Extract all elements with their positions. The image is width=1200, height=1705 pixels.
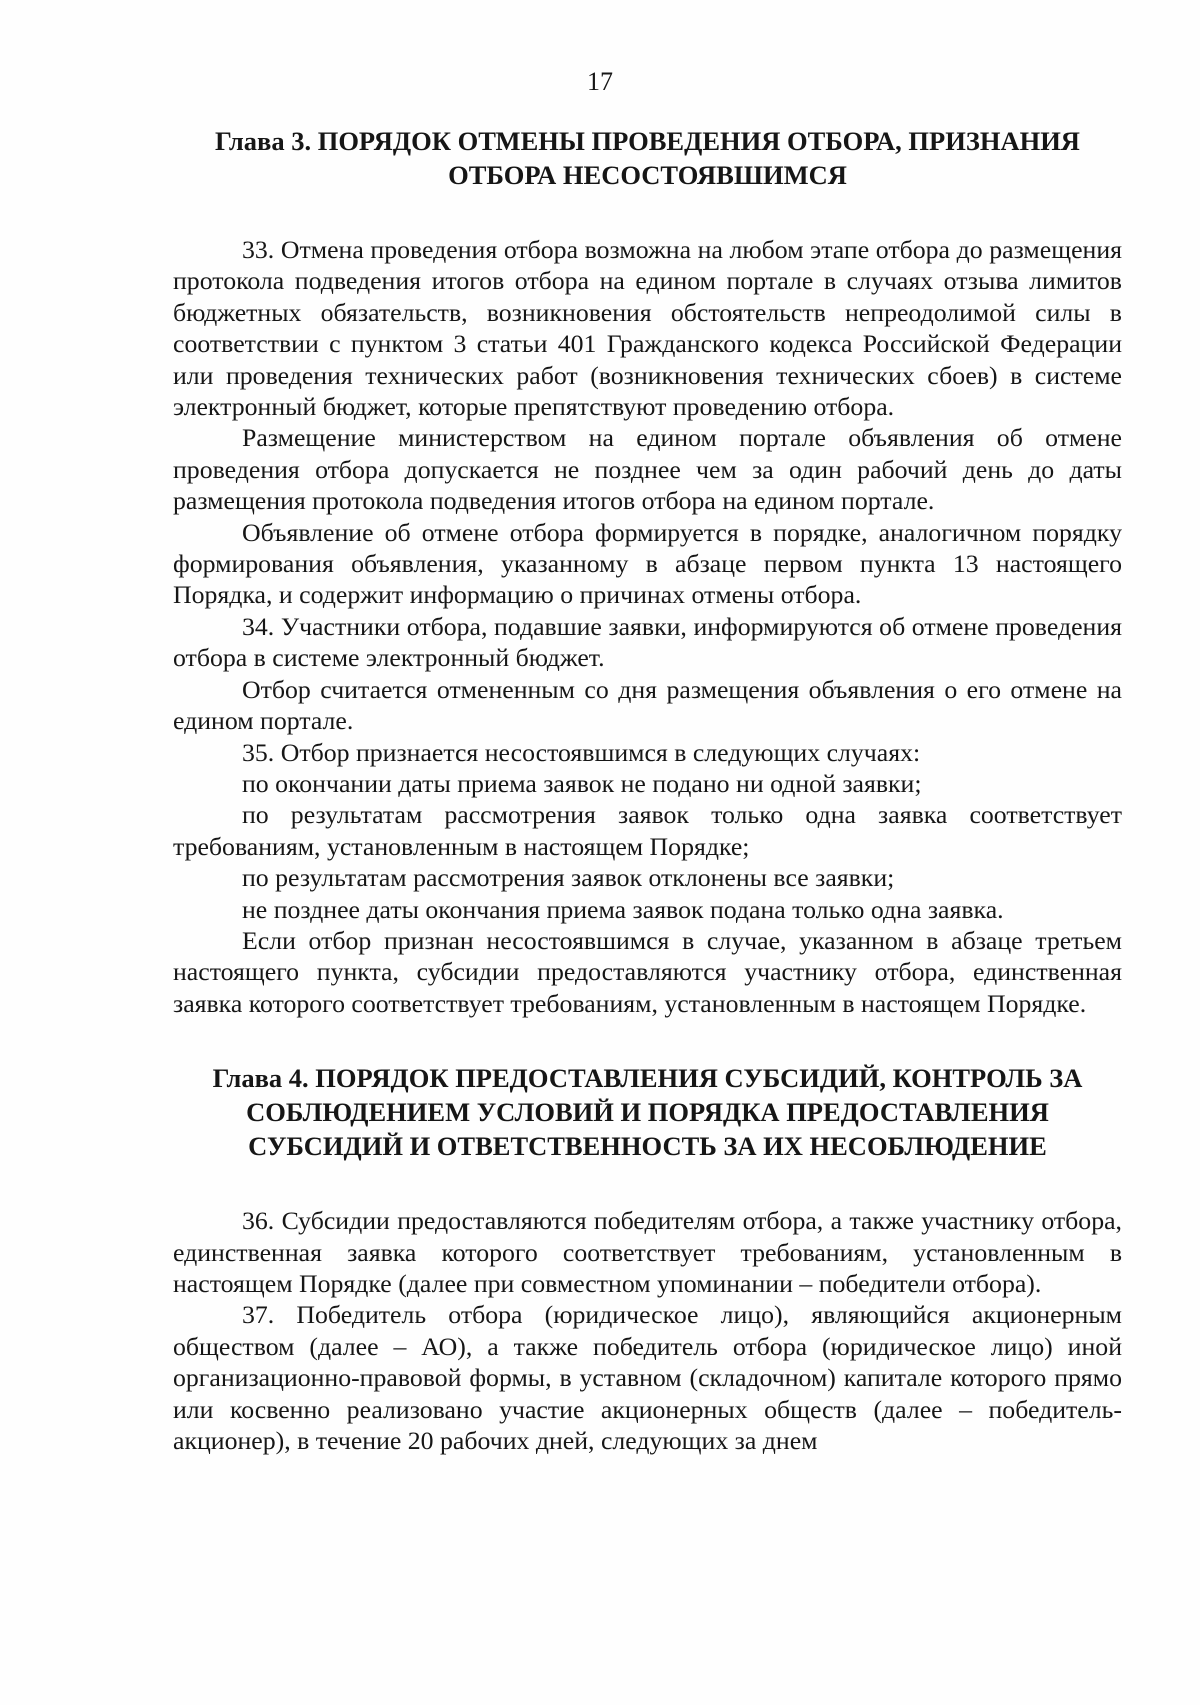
chapter-4-heading	[173, 1061, 1122, 1163]
paragraph-34-cancelled-date: Отбор считается отмененным со дня размещения объявления о его отмене на едином портале.	[173, 674, 1122, 736]
paragraph-35-case-2: по результатам рассмотрения заявок только одна заявка соответствует требованиям, установленным в настоящем Порядке;	[173, 800, 1122, 861]
document-body	[173, 124, 1122, 1456]
chapter-3-heading	[173, 124, 1122, 192]
chapter-3-heading-line: Глава 3. ПОРЯДОК ОТМЕНЫ ПРОВЕДЕНИЯ ОТБОРА, ПРИЗНАНИЯ	[215, 126, 1080, 156]
paragraph-37: 37. Победитель отбора (юридическое лицо), являющийся акционерным обществом (далее – АО), а также победитель отбора (юридическое лицо) иной организационно-правовой формы, в уставном (складочном) капитале которого прямо или косвенно реализовано участие акционерных обществ (далее – победитель-акционер), в течение 20 рабочих дней, следующих за днем	[173, 1300, 1122, 1455]
paragraph-33: 33. Отмена проведения отбора возможна на любом этапе отбора до размещения протокола подведения итогов отбора на едином портале в случаях отзыва лимитов бюджетных обязательств, возникновения обстоятельств непреодолимой силы в соответствии с пунктом 3 статьи 401 Гражданского кодекса Российской Федерации или проведения технических работ (возникновения технических сбоев) в системе электронный бюджет, которые препятствуют проведению отбора.	[173, 235, 1122, 422]
paragraph-35-subsidy-single: Если отбор признан несостоявшимся в случае, указанном в абзаце третьем настоящего пункта, субсидии предоставляются участнику отбора, единственная заявка которого соответствует требованиям, установленным в настоящем Порядке.	[173, 925, 1122, 1018]
chapter-3-heading-line: ОТБОРА НЕСОСТОЯВШИМСЯ	[448, 160, 847, 190]
chapter-4-heading-line: СУБСИДИЙ И ОТВЕТСТВЕННОСТЬ ЗА ИХ НЕСОБЛЮДЕНИЕ	[248, 1131, 1047, 1162]
chapter-4-heading-line: Глава 4. ПОРЯДОК ПРЕДОСТАВЛЕНИЯ СУБСИДИЙ, КОНТРОЛЬ ЗА	[212, 1063, 1083, 1094]
paragraph-33-cancel-announcement: Объявление об отмене отбора формируется в порядке, аналогичном порядку формирования объявления, указанному в абзаце первом пункта 13 настоящего Порядка, и содержит информацию о причинах отмены отбора.	[173, 517, 1122, 610]
paragraph-33-ministry-notice: Размещение министерством на едином портале объявления об отмене проведения отбора допускается не позднее чем за один рабочий день до даты размещения протокола подведения итогов отбора на едином портале.	[173, 423, 1122, 516]
paragraph-35-case-4: не позднее даты окончания приема заявок подана только одна заявка.	[242, 894, 1004, 924]
chapter-4-heading-line: СОБЛЮДЕНИЕМ УСЛОВИЙ И ПОРЯДКА ПРЕДОСТАВЛЕНИЯ	[246, 1097, 1049, 1128]
paragraph-35-case-1: по окончании даты приема заявок не подано ни одной заявки;	[242, 768, 922, 798]
paragraph-35: 35. Отбор признается несостоявшимся в следующих случаях:	[242, 737, 921, 767]
paragraph-34: 34. Участники отбора, подавшие заявки, информируются об отмене проведения отбора в системе электронный бюджет.	[173, 611, 1122, 673]
page-number: 17	[587, 67, 613, 96]
paragraph-35-case-3: по результатам рассмотрения заявок отклонены все заявки;	[242, 863, 895, 893]
paragraph-36: 36. Субсидии предоставляются победителям отбора, а также участнику отбора, единственная заявка которого соответствует требованиям, установленным в настоящем Порядке (далее при совместном упоминании – победители отбора).	[173, 1206, 1122, 1298]
